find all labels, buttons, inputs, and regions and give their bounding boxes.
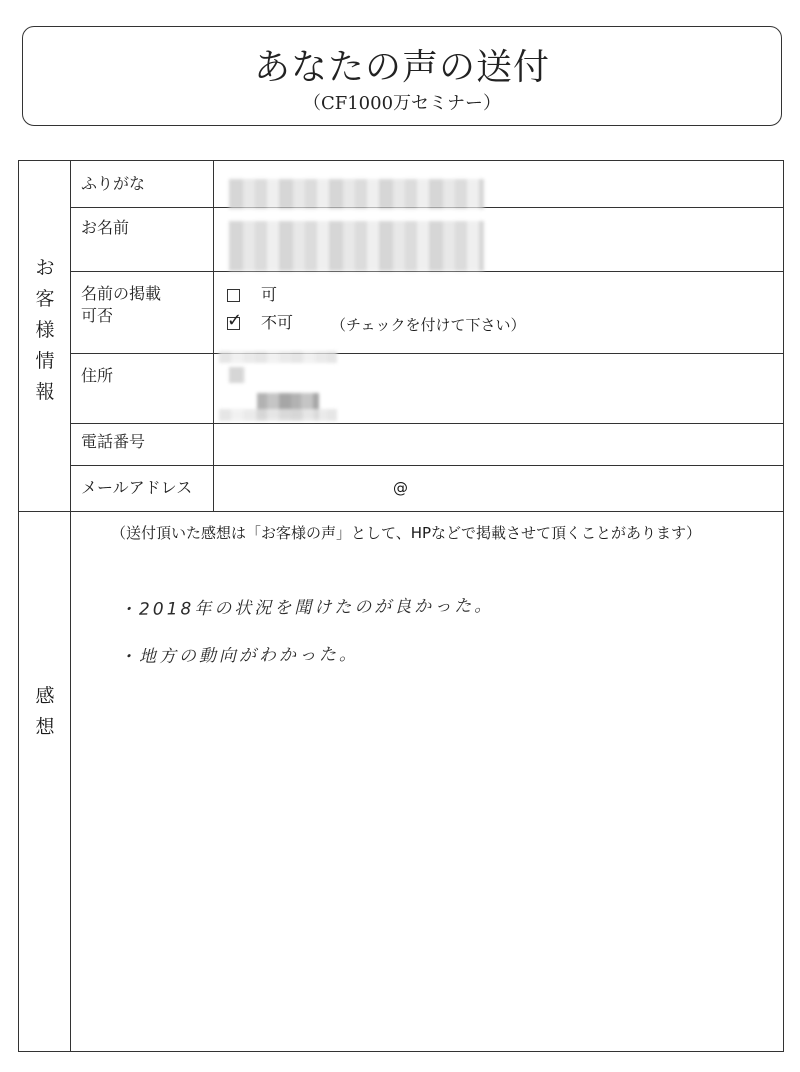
name-label: お名前 xyxy=(81,218,130,237)
address-redacted-zip xyxy=(229,367,245,383)
impressions-section-label: 感 想 xyxy=(35,685,55,738)
label-column-divider xyxy=(213,161,214,511)
handwritten-line-1: ・2018年の状況を聞けたのが良かった。 xyxy=(118,596,495,620)
handwritten-line-2: ・地方の動向がわかった。 xyxy=(118,644,360,668)
email-label: メールアドレス xyxy=(81,478,193,497)
check-mark-icon: ✓ xyxy=(227,310,243,331)
form-title: あなたの声の送付 xyxy=(253,47,550,88)
customer-info-section-label: お 客 様 情 報 xyxy=(35,257,55,403)
row-divider-publish xyxy=(70,353,783,354)
address-redacted-line3 xyxy=(219,409,337,421)
email-at-sign: @ xyxy=(393,479,408,497)
publish-check-note: （チェックを付けて下さい） xyxy=(331,316,526,334)
section-divider-horizontal xyxy=(19,511,783,512)
address-label: 住所 xyxy=(81,366,114,385)
header-box xyxy=(22,26,782,126)
furigana-label: ふりがな xyxy=(81,174,146,193)
furigana-redacted xyxy=(229,179,484,209)
feedback-form xyxy=(18,160,784,1052)
phone-label: 電話番号 xyxy=(81,432,146,451)
publish-label: 名前の掲載 可否 xyxy=(81,284,162,325)
row-divider-phone xyxy=(70,465,783,466)
form-subtitle: （CF1000万セミナー） xyxy=(302,93,502,114)
publish-deny-label: 不可 xyxy=(261,313,294,332)
publish-allow-label: 可 xyxy=(261,285,278,304)
row-divider-name xyxy=(70,271,783,272)
row-divider-address xyxy=(70,423,783,424)
impressions-publish-note: （送付頂いた感想は「お客様の声」として、HPなどで掲載させて頂くことがあります） xyxy=(111,524,702,542)
address-redacted-line1 xyxy=(219,351,337,363)
publish-allow-checkbox[interactable] xyxy=(227,289,240,302)
name-redacted xyxy=(229,221,484,271)
